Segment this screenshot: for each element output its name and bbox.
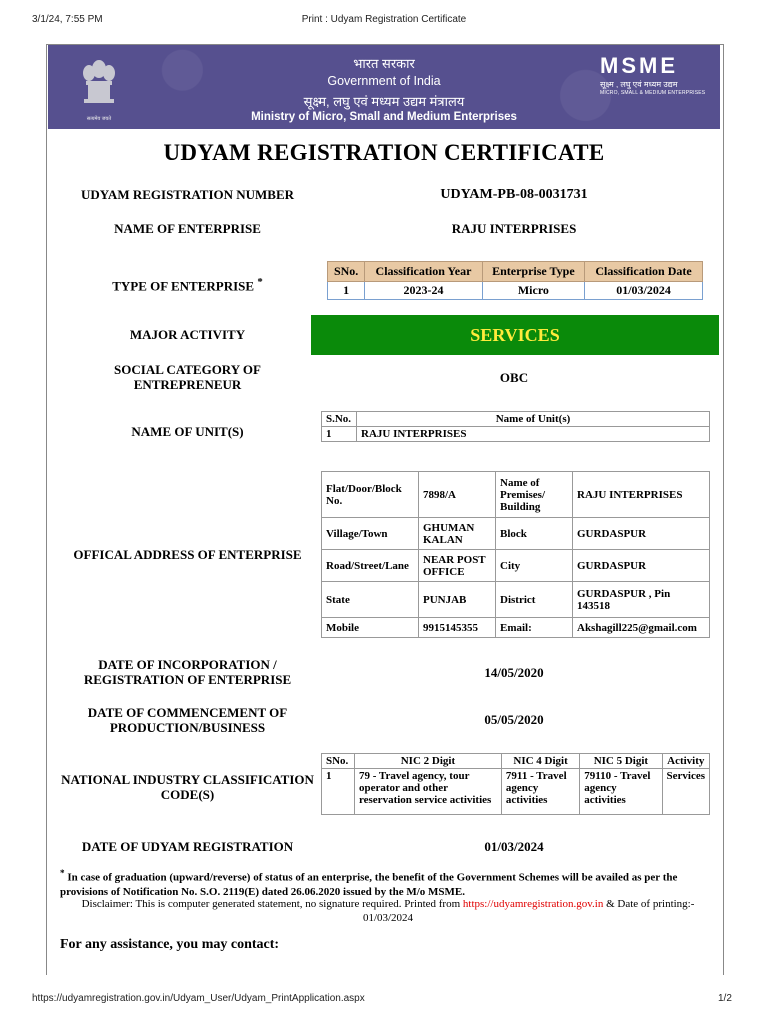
nic-cell: Services: [662, 769, 709, 815]
print-datetime: 3/1/24, 7:55 PM: [32, 14, 103, 25]
reg-number-label: UDYAM REGISTRATION NUMBER: [80, 187, 295, 202]
disclaimer-before: Disclaimer: This is computer generated statement, no signature required. Printed from: [81, 898, 463, 910]
udyam-date-value: 01/03/2024: [484, 839, 544, 854]
address-key: Mobile: [322, 618, 419, 638]
classification-row: [328, 282, 703, 300]
classification-header: SNo.: [328, 262, 365, 282]
address-label: OFFICAL ADDRESS OF ENTERPRISE: [73, 547, 302, 562]
nic-header: SNo.: [322, 754, 355, 769]
type-label-star: *: [257, 276, 263, 288]
address-value: 9915145355: [419, 618, 496, 638]
udyam-portal-link[interactable]: https://udyamregistration.gov.in: [462, 898, 604, 910]
msme-logo: [600, 53, 710, 103]
classification-cell: 2023-24: [365, 282, 482, 300]
address-value: NEAR POST OFFICE: [419, 550, 496, 582]
print-page-number: 1/2: [718, 993, 732, 1004]
nic-cell: 7911 - Travel agency activities: [501, 769, 579, 815]
address-value: GURDASPUR: [573, 518, 710, 550]
footnote-text: In case of graduation (upward/reverse) of status of an enterprise, the benefit of the Government Schemes will be availed as per the provisions of Notification No. S.O. 2119(E) dated 26.06.2020 issued by the M/o MSME.: [60, 871, 678, 898]
incorporation-label: DATE OF INCORPORATION / REGISTRATION OF ENTERPRISE: [83, 657, 292, 687]
footnote-star: *: [60, 868, 65, 878]
certificate-title: UDYAM REGISTRATION CERTIFICATE: [163, 140, 605, 165]
major-activity-value: SERVICES: [311, 315, 719, 355]
address-value: GHUMAN KALAN: [419, 518, 496, 550]
social-category-value: OBC: [499, 370, 529, 385]
classification-cell: 1: [328, 282, 365, 300]
units-header-row: [322, 412, 710, 427]
units-header: Name of Unit(s): [357, 412, 710, 427]
nic-label: NATIONAL INDUSTRY CLASSIFICATION CODE(S): [61, 772, 314, 802]
print-page-title: Print : Udyam Registration Certificate: [301, 14, 467, 25]
units-header: S.No.: [322, 412, 357, 427]
address-key: Village/Town: [322, 518, 419, 550]
address-row: [322, 472, 710, 518]
disclaimer-after: & Date of printing:-: [603, 898, 695, 910]
commencement-label: DATE OF COMMENCEMENT OF PRODUCTION/BUSINESS: [87, 705, 288, 735]
nic-cell: 1: [322, 769, 355, 815]
msme-logo-text: MSME: [600, 53, 678, 78]
classification-header-row: [328, 262, 703, 282]
msme-logo-sub: MICRO, SMALL & MEDIUM ENTERPRISES: [600, 90, 706, 96]
address-key: Flat/Door/Block No.: [322, 472, 419, 518]
type-label-text: TYPE OF ENTERPRISE: [112, 278, 255, 294]
address-key: Email:: [496, 618, 573, 638]
address-row: [322, 582, 710, 618]
nic-header: NIC 2 Digit: [354, 754, 501, 769]
banner-hindi-ministry: सूक्ष्म, लघु एवं मध्यम उद्यम मंत्रालय: [303, 94, 465, 109]
classification-table: [327, 261, 703, 300]
nic-header: NIC 4 Digit: [501, 754, 579, 769]
address-value: GURDASPUR , Pin 143518: [573, 582, 710, 618]
government-banner: [48, 45, 720, 129]
major-activity-label: MAJOR ACTIVITY: [129, 327, 246, 342]
banner-ministry: Ministry of Micro, Small and Medium Enterprises: [251, 111, 517, 123]
type-label: [60, 275, 315, 293]
address-key: City: [496, 550, 573, 582]
address-row: [322, 518, 710, 550]
units-cell: 1: [322, 427, 357, 442]
print-url: https://udyamregistration.gov.in/Udyam_User/Udyam_PrintApplication.aspx: [32, 993, 365, 1004]
address-row: [322, 618, 710, 638]
nic-table: [321, 753, 710, 815]
address-key: Road/Street/Lane: [322, 550, 419, 582]
address-value: PUNJAB: [419, 582, 496, 618]
classification-cell: Micro: [482, 282, 584, 300]
enterprise-name-label: NAME OF ENTERPRISE: [114, 221, 261, 236]
social-category-label: SOCIAL CATEGORY OF ENTREPRENEUR: [114, 362, 261, 392]
address-key: Name of Premises/ Building: [496, 472, 573, 518]
udyam-date-label: DATE OF UDYAM REGISTRATION: [81, 839, 294, 854]
classification-cell: 01/03/2024: [585, 282, 703, 300]
address-value: 7898/A: [419, 472, 496, 518]
classification-header: Enterprise Type: [482, 262, 584, 282]
printing-date: 01/03/2024: [362, 912, 414, 924]
nic-cell: 79110 - Travel agency activities: [580, 769, 662, 815]
reg-number-value: UDYAM-PB-08-0031731: [440, 187, 588, 202]
nic-row: [322, 769, 710, 815]
classification-header: Classification Date: [585, 262, 703, 282]
address-table: [321, 471, 710, 638]
units-row: [322, 427, 710, 442]
address-value: RAJU INTERPRISES: [573, 472, 710, 518]
address-key: Block: [496, 518, 573, 550]
address-value: GURDASPUR: [573, 550, 710, 582]
banner-hindi-govt: भारत सरकार: [353, 56, 415, 71]
footnote: [60, 866, 716, 899]
emblem-caption: सत्यमेव जयते: [86, 116, 112, 122]
address-row: [322, 550, 710, 582]
units-table: [321, 411, 710, 442]
address-key: State: [322, 582, 419, 618]
units-label: NAME OF UNIT(S): [131, 424, 244, 439]
classification-header: Classification Year: [365, 262, 482, 282]
banner-govt: Government of India: [327, 74, 441, 88]
nic-header: Activity: [662, 754, 709, 769]
commencement-date: 05/05/2020: [484, 712, 544, 727]
disclaimer: [60, 897, 716, 925]
address-key: District: [496, 582, 573, 618]
address-value: Akshagill225@gmail.com: [573, 618, 710, 638]
nic-cell: 79 - Travel agency, tour operator and other reservation service activities: [354, 769, 501, 815]
units-cell: RAJU INTERPRISES: [357, 427, 710, 442]
enterprise-name-value: RAJU INTERPRISES: [451, 221, 577, 236]
assistance-text: For any assistance, you may contact:: [60, 937, 280, 952]
nic-header-row: [322, 754, 710, 769]
nic-header: NIC 5 Digit: [580, 754, 662, 769]
msme-logo-hindi: सूक्ष्म , लघु एवं मध्यम उद्यम: [600, 80, 678, 89]
incorporation-date: 14/05/2020: [484, 665, 544, 680]
